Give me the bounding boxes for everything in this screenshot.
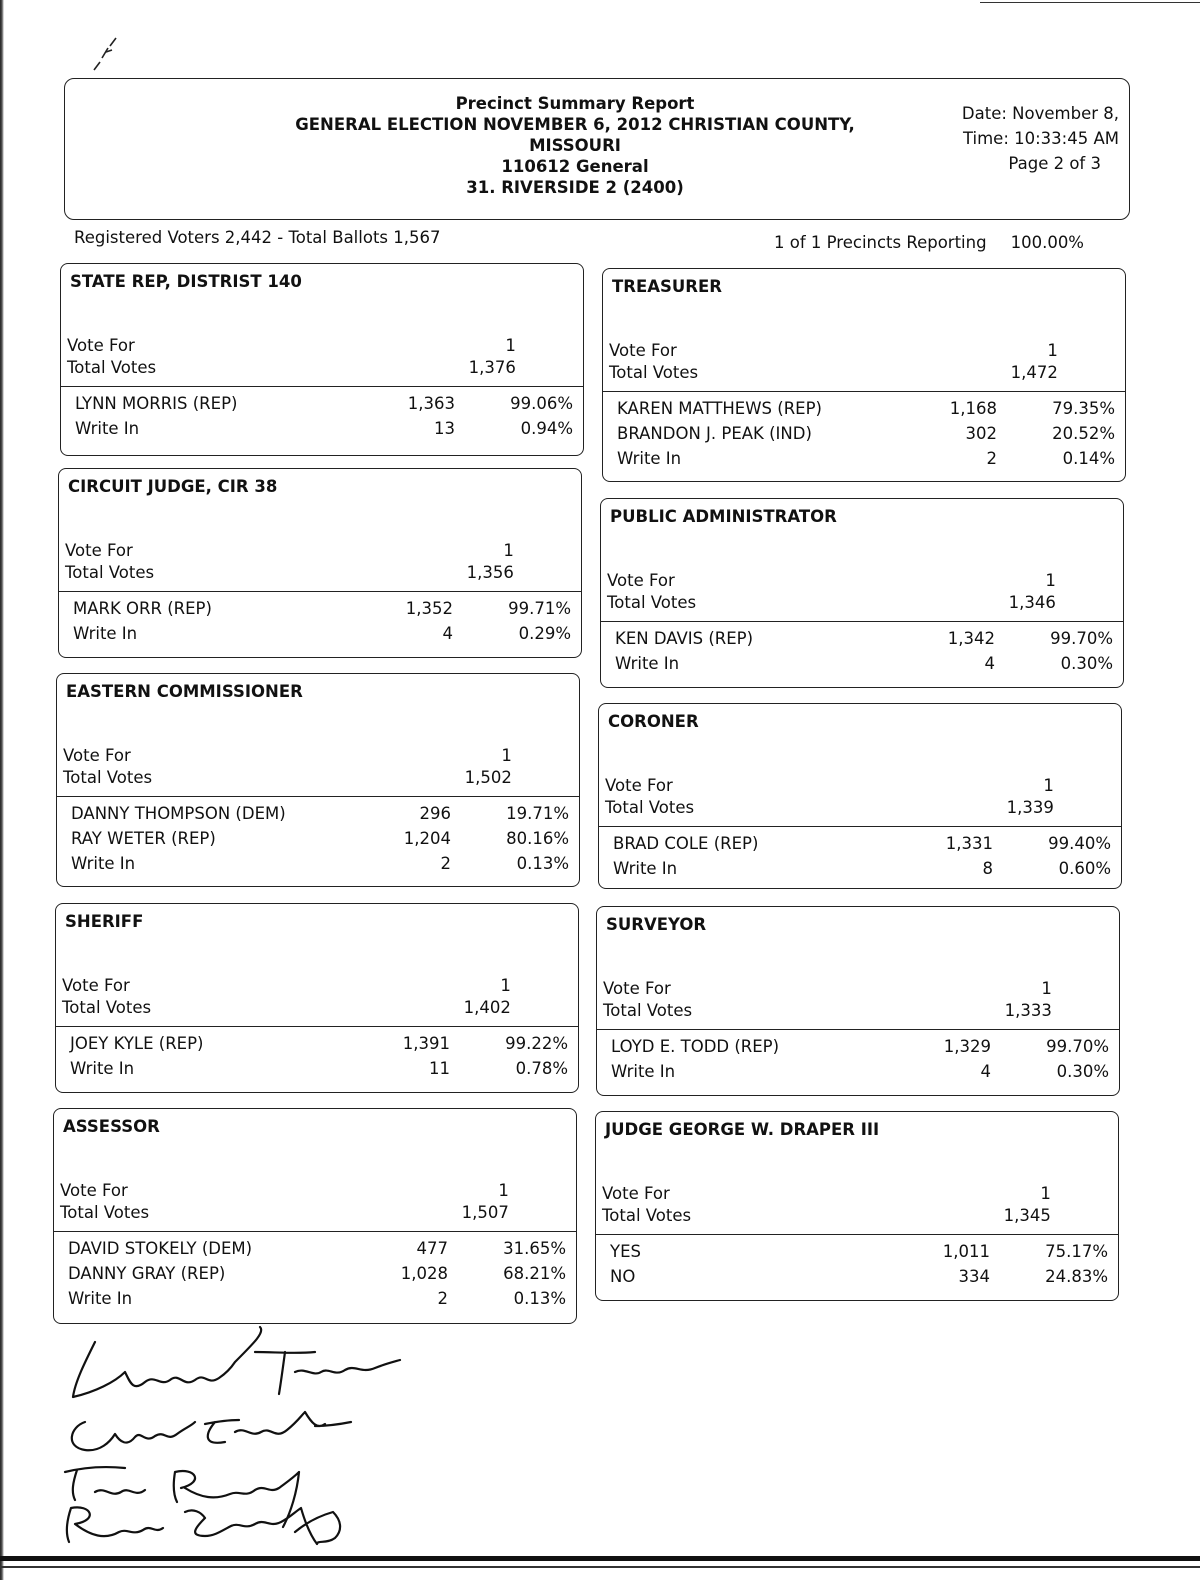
report-date: Date: November 8, [961,104,1119,123]
total-votes-label: Total Votes [67,358,157,377]
candidate-votes: 302 [965,424,997,443]
candidate-name: Write In [68,1289,133,1308]
candidate-row [613,859,1111,883]
race-coroner [598,703,1122,889]
total-votes-value: 1,333 [1004,1001,1052,1020]
total-votes-label: Total Votes [62,998,152,1017]
candidate-row [70,1059,568,1083]
candidate-name: Write In [611,1062,676,1081]
candidate-name: NO [610,1267,636,1286]
total-votes-value: 1,502 [464,768,512,787]
candidate-name: RAY WETER (REP) [71,829,216,848]
candidate-name: Write In [73,624,138,643]
candidate-row [71,829,569,853]
results-divider [596,1234,1118,1235]
candidate-name: YES [610,1242,641,1261]
vote-for-value: 1 [498,1181,509,1200]
candidate-percent: 99.06% [510,394,573,413]
scan-top-line [980,2,1200,3]
signatures [55,1322,415,1562]
total-votes-label: Total Votes [602,1206,692,1225]
candidate-percent: 31.65% [503,1239,566,1258]
candidate-name: BRANDON J. PEAK (IND) [617,424,812,443]
race-title: PUBLIC ADMINISTRATOR [610,507,837,526]
election-line-1: GENERAL ELECTION NOVEMBER 6, 2012 CHRISTIAN COUNTY, [295,115,855,134]
candidate-row [73,599,571,623]
race-title: SHERIFF [65,912,144,931]
candidate-row [611,1037,1109,1061]
candidate-percent: 99.22% [505,1034,568,1053]
candidate-row [613,834,1111,858]
results-divider [601,621,1123,622]
candidate-percent: 0.14% [1062,449,1115,468]
total-votes-value: 1,507 [461,1203,509,1222]
vote-for-label: Vote For [605,776,673,795]
race-eastern-commissioner [56,673,580,887]
candidate-percent: 0.30% [1060,654,1113,673]
precincts-reporting [774,233,1084,252]
vote-for-label: Vote For [603,979,671,998]
candidate-votes: 4 [984,654,995,673]
vote-for-label: Vote For [607,571,675,590]
race-title: CORONER [608,712,699,731]
candidate-percent: 24.83% [1045,1267,1108,1286]
race-assessor [53,1108,577,1324]
vote-for-value: 1 [500,976,511,995]
vote-for-label: Vote For [602,1184,670,1203]
candidate-votes: 1,391 [402,1034,450,1053]
race-title: SURVEYOR [606,915,707,934]
candidate-row [615,629,1113,653]
total-votes-value: 1,376 [468,358,516,377]
candidate-percent: 75.17% [1045,1242,1108,1261]
candidate-percent: 80.16% [506,829,569,848]
total-votes-label: Total Votes [63,768,153,787]
race-title: STATE REP, DISTRIST 140 [70,272,302,291]
results-divider [61,386,583,387]
candidate-name: Write In [617,449,682,468]
candidate-row [75,419,573,443]
candidate-name: LOYD E. TODD (REP) [611,1037,780,1056]
candidate-percent: 19.71% [506,804,569,823]
results-divider [56,1026,578,1027]
candidate-votes: 1,329 [943,1037,991,1056]
candidate-votes: 4 [980,1062,991,1081]
total-votes-value: 1,346 [1008,593,1056,612]
vote-for-value: 1 [501,746,512,765]
candidate-votes: 1,204 [403,829,451,848]
candidate-votes: 1,331 [945,834,993,853]
candidate-percent: 99.70% [1050,629,1113,648]
candidate-votes: 1,363 [407,394,455,413]
candidate-name: JOEY KYLE (REP) [70,1034,204,1053]
page-number: Page 2 of 3 [1008,154,1101,173]
candidate-name: Write In [613,859,678,878]
candidate-row [71,804,569,828]
vote-for-label: Vote For [67,336,135,355]
candidate-name: DANNY THOMPSON (DEM) [71,804,286,823]
candidate-votes: 296 [419,804,451,823]
candidate-votes: 1,168 [949,399,997,418]
total-votes-label: Total Votes [609,363,699,382]
results-divider [57,796,579,797]
candidate-percent: 20.52% [1052,424,1115,443]
pen-mark [86,30,136,80]
vote-for-value: 1 [1047,341,1058,360]
total-votes-value: 1,345 [1003,1206,1051,1225]
report-code: 110612 General [501,157,649,176]
candidate-votes: 334 [958,1267,990,1286]
candidate-votes: 2 [440,854,451,873]
candidate-percent: 68.21% [503,1264,566,1283]
reporting-percent: 100.00% [1010,233,1084,252]
precincts-reporting-label: 1 of 1 Precincts Reporting [774,233,987,252]
vote-for-label: Vote For [65,541,133,560]
candidate-votes: 477 [416,1239,448,1258]
election-line-2: MISSOURI [529,136,621,155]
results-divider [599,826,1121,827]
candidate-percent: 99.70% [1046,1037,1109,1056]
candidate-votes: 11 [429,1059,450,1078]
vote-for-label: Vote For [63,746,131,765]
candidate-row [615,654,1113,678]
candidate-name: MARK ORR (REP) [73,599,212,618]
results-divider [59,591,581,592]
vote-for-label: Vote For [609,341,677,360]
header-title-block [255,93,895,198]
race-surveyor [596,906,1120,1096]
race-public-administrator [600,498,1124,688]
vote-for-value: 1 [1043,776,1054,795]
report-header [64,78,1130,220]
results-divider [603,391,1125,392]
total-votes-label: Total Votes [607,593,697,612]
candidate-row [71,854,569,878]
candidate-name: Write In [71,854,136,873]
candidate-votes: 13 [434,419,455,438]
candidate-name: DAVID STOKELY (DEM) [68,1239,253,1258]
candidate-percent: 99.71% [508,599,571,618]
candidate-name: Write In [70,1059,135,1078]
precinct-name: 31. RIVERSIDE 2 (2400) [466,178,684,197]
candidate-votes: 1,028 [400,1264,448,1283]
candidate-percent: 0.30% [1056,1062,1109,1081]
candidate-votes: 2 [986,449,997,468]
candidate-votes: 4 [442,624,453,643]
candidate-name: KAREN MATTHEWS (REP) [617,399,822,418]
candidate-row [68,1264,566,1288]
results-divider [597,1029,1119,1030]
race-circuit-judge [58,468,582,658]
race-treasurer [602,268,1126,482]
results-divider [54,1231,576,1232]
candidate-percent: 79.35% [1052,399,1115,418]
header-meta [939,101,1119,176]
candidate-row [68,1239,566,1263]
candidate-votes: 1,352 [405,599,453,618]
total-votes-value: 1,356 [466,563,514,582]
candidate-votes: 8 [982,859,993,878]
candidate-row [610,1242,1108,1266]
candidate-votes: 1,342 [947,629,995,648]
vote-for-value: 1 [1041,979,1052,998]
voters-ballots-summary: Registered Voters 2,442 - Total Ballots 1,567 [74,228,441,247]
candidate-name: BRAD COLE (REP) [613,834,759,853]
total-votes-label: Total Votes [60,1203,150,1222]
candidate-name: LYNN MORRIS (REP) [75,394,238,413]
candidate-row [617,424,1115,448]
candidate-row [610,1267,1108,1291]
candidate-name: DANNY GRAY (REP) [68,1264,226,1283]
candidate-percent: 0.13% [516,854,569,873]
race-title: ASSESSOR [63,1117,160,1136]
candidate-row [70,1034,568,1058]
candidate-percent: 0.60% [1058,859,1111,878]
race-sheriff [55,903,579,1093]
candidate-row [617,449,1115,473]
candidate-votes: 2 [437,1289,448,1308]
vote-for-value: 1 [503,541,514,560]
race-judge-draper [595,1111,1119,1301]
race-title: JUDGE GEORGE W. DRAPER III [605,1120,880,1139]
candidate-row [73,624,571,648]
race-title: EASTERN COMMISSIONER [66,682,303,701]
vote-for-label: Vote For [62,976,130,995]
vote-for-value: 1 [1040,1184,1051,1203]
scan-bottom-line-thin [0,1566,1200,1568]
total-votes-value: 1,472 [1010,363,1058,382]
vote-for-value: 1 [505,336,516,355]
report-title: Precinct Summary Report [455,94,695,113]
candidate-percent: 0.94% [520,419,573,438]
candidate-percent: 99.40% [1048,834,1111,853]
total-votes-value: 1,402 [463,998,511,1017]
race-title: TREASURER [612,277,722,296]
total-votes-value: 1,339 [1006,798,1054,817]
race-title: CIRCUIT JUDGE, CIR 38 [68,477,278,496]
candidate-votes: 1,011 [942,1242,990,1261]
candidate-row [75,394,573,418]
candidate-percent: 0.13% [513,1289,566,1308]
vote-for-label: Vote For [60,1181,128,1200]
candidate-row [617,399,1115,423]
report-time: Time: 10:33:45 AM [962,129,1119,148]
candidate-row [68,1289,566,1313]
candidate-percent: 0.78% [515,1059,568,1078]
candidate-name: KEN DAVIS (REP) [615,629,754,648]
scan-edge [0,0,4,1580]
race-state-rep [60,263,584,456]
vote-for-value: 1 [1045,571,1056,590]
candidate-percent: 0.29% [518,624,571,643]
candidate-row [611,1062,1109,1086]
candidate-name: Write In [75,419,140,438]
total-votes-label: Total Votes [65,563,155,582]
total-votes-label: Total Votes [605,798,695,817]
candidate-name: Write In [615,654,680,673]
total-votes-label: Total Votes [603,1001,693,1020]
